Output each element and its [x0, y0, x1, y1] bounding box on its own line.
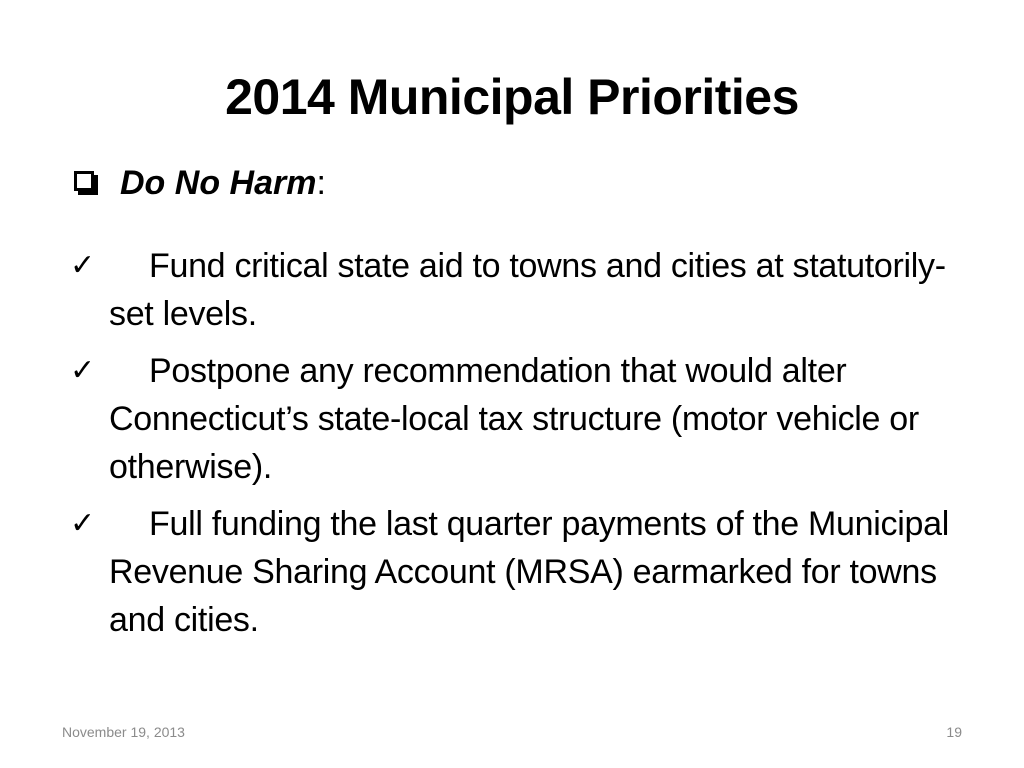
footer-date: November 19, 2013 [62, 724, 185, 740]
list-item [0, 242, 1024, 338]
list-item [0, 347, 1024, 491]
list-item [0, 500, 1024, 644]
page-number: 19 [946, 724, 962, 740]
slide-title: 2014 Municipal Priorities [225, 69, 799, 125]
bullet-list [0, 242, 1024, 653]
checkmark-icon: ✓ [70, 248, 96, 283]
checkmark-icon: ✓ [70, 506, 96, 541]
subheading-label: Do No Harm [120, 164, 317, 202]
subheading-suffix: : [316, 164, 326, 202]
bullet-text: Postpone any recommendation that would alter Connecticut’s state-local tax structure (motor vehicle or otherwise). [109, 352, 919, 486]
bullet-text: Full funding the last quarter payments of the Municipal Revenue Sharing Account (MRSA) earmarked for towns and cities. [109, 505, 949, 639]
checkmark-icon: ✓ [70, 353, 96, 388]
bullet-text: Fund critical state aid to towns and cities at statutorily-set levels. [109, 247, 946, 333]
square-bullet-icon [74, 171, 94, 191]
subheading [74, 160, 326, 206]
